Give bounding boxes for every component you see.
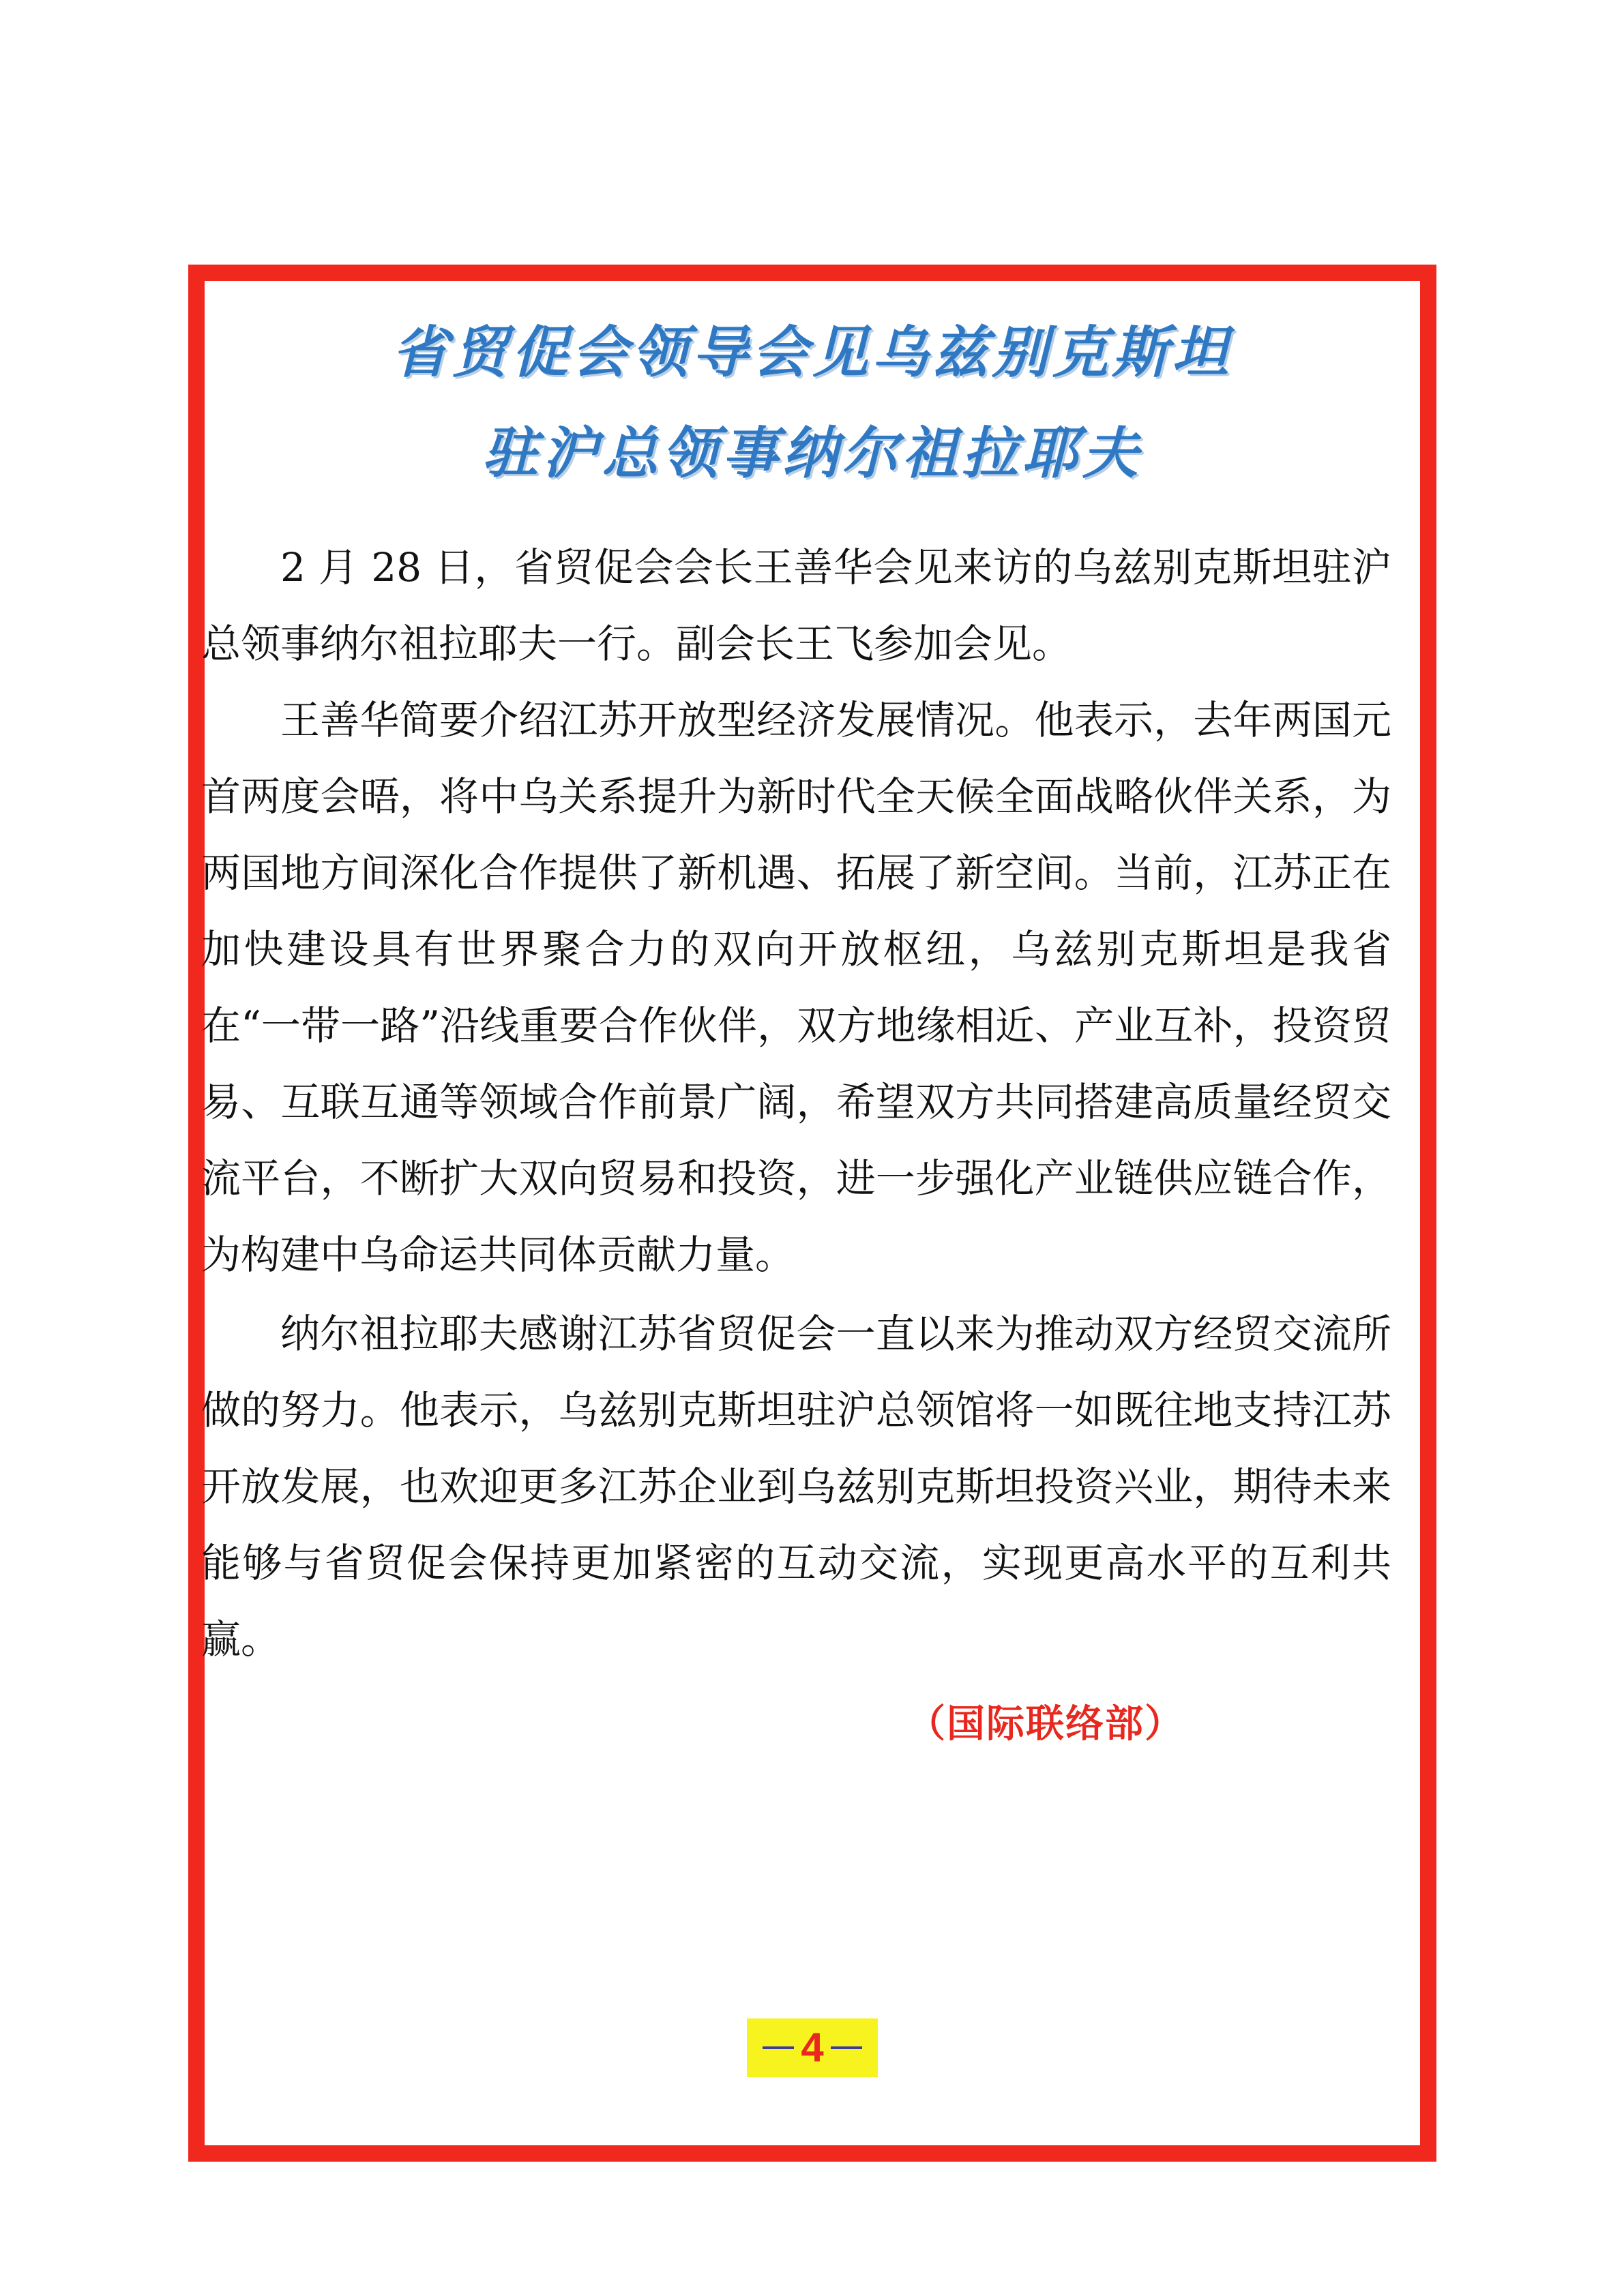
right-dash-icon xyxy=(831,2046,862,2049)
paragraph-3: 纳尔祖拉耶夫感谢江苏省贸促会一直以来为推动双方经贸交流所做的努力。他表示，乌兹别克斯坦驻沪总领馆将一如既往地支持江苏开放发展，也欢迎更多江苏企业到乌兹别克斯坦投资兴业，期待未来能够与省贸促会保持更加紧密的互动交流，实现更高水平的互利共赢。 xyxy=(201,1311,1391,1663)
article-title-line-1: 省贸促会领导会见乌兹别克斯坦 xyxy=(392,320,1232,385)
department-signature: （国际联络部） xyxy=(907,1701,1184,1746)
page-number: 4 xyxy=(801,2025,824,2070)
paragraph-2: 王善华简要介绍江苏开放型经济发展情况。他表示，去年两国元首两度会晤，将中乌关系提升为新时代全天候全面战略伙伴关系，为两国地方间深化合作提供了新机遇、拓展了新空间。当前，江苏正在加快建设具有世界聚合力的双向开放枢纽，乌兹别克斯坦是我省在“一带一路”沿线重要合作伙伴，双方地缘相近、产业互补，投资贸易、互联互通等领域合作前景广阔，希望双方共同搭建高质量经贸交流平台，不断扩大双向贸易和投资，进一步强化产业链供应链合作，为构建中乌命运共同体贡献力量。 xyxy=(201,697,1391,1278)
article-title-line-2: 驻沪总领事纳尔祖拉耶夫 xyxy=(482,421,1142,486)
paragraph-1: 2 月 28 日，省贸促会会长王善华会见来访的乌兹别克斯坦驻沪总领事纳尔祖拉耶夫一行。副会长王飞参加会见。 xyxy=(201,544,1391,667)
page-number-badge xyxy=(747,2018,878,2077)
left-dash-icon xyxy=(763,2046,794,2049)
